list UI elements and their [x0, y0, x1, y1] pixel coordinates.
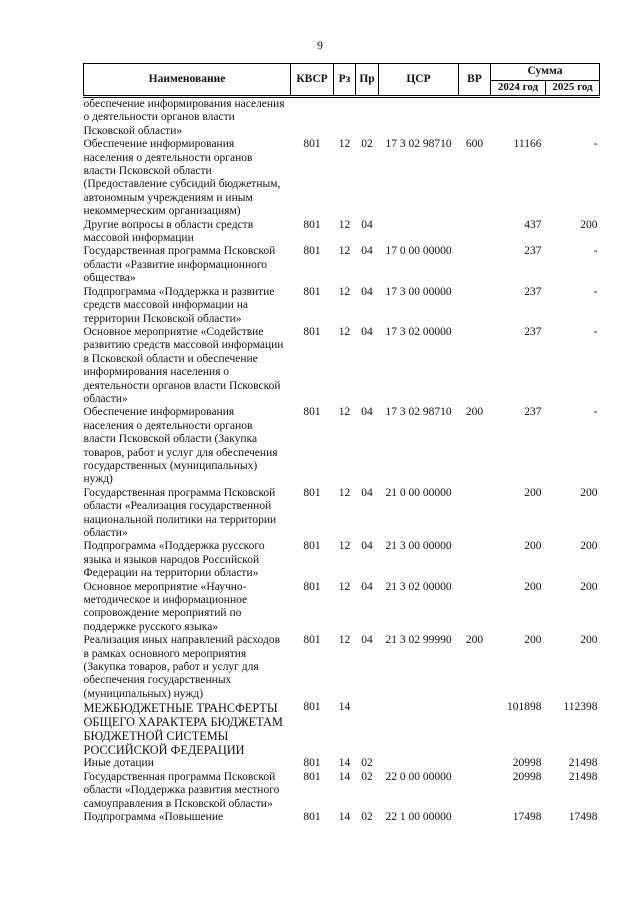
row-name-cell: Иные дотации — [83, 757, 154, 770]
row-kvsr-cell: 801 — [303, 770, 321, 783]
header-csr: ЦСР — [379, 64, 459, 97]
row-name-cell: Государственная программа Псковской области «Развитие информационного общества» — [83, 245, 276, 285]
row-vr-cell: 200 — [465, 634, 484, 647]
row-csr-cell: 21 3 02 99990 — [385, 634, 452, 647]
table-row — [84, 701, 600, 757]
row-pr-cell: 04 — [361, 634, 373, 647]
row-name-cell: Подпрограмма «Поддержка русского языка и языков народов Российской Федерации на территории области» — [83, 540, 265, 580]
table-row — [84, 245, 600, 285]
row-csr-cell: 17 3 02 00000 — [385, 325, 452, 338]
row-kvsr-cell: 801 — [303, 757, 321, 770]
row-pr-cell: 04 — [361, 540, 373, 553]
row-name-cell: МЕЖБЮДЖЕТНЫЕ ТРАНСФЕРТЫ ОБЩЕГО ХАРАКТЕРА БЮДЖЕТАМ БЮДЖЕТНОЙ СИСТЕМЫ РОССИЙСКОЙ ФЕДЕРАЦИИ — [83, 701, 283, 758]
row-kvsr-cell: 801 — [303, 634, 321, 647]
table-row — [84, 771, 600, 811]
row-kvsr-cell: 801 — [303, 245, 321, 258]
row-rz-cell: 12 — [338, 138, 351, 151]
row-sum-2024-cell: 200 — [524, 486, 542, 499]
table-row — [84, 581, 600, 635]
row-sum-2024-cell: 200 — [524, 540, 542, 553]
row-rz-cell: 14 — [338, 757, 351, 770]
row-pr-cell: 04 — [361, 406, 373, 419]
row-csr-cell: 21 3 00 00000 — [385, 540, 452, 553]
row-sum-2025-cell: 17498 — [568, 810, 598, 823]
table-row — [84, 811, 600, 824]
row-vr-cell — [459, 581, 491, 635]
row-vr-cell — [459, 219, 491, 246]
row-pr-cell: 04 — [361, 285, 373, 298]
table-row — [84, 406, 600, 486]
page-number: 9 — [317, 38, 323, 52]
row-sum-2024-cell: 200 — [524, 580, 542, 593]
row-pr-cell: 04 — [361, 580, 373, 593]
row-sum-2024-cell: 20998 — [512, 757, 542, 770]
row-pr-cell: 04 — [361, 218, 373, 231]
row-name-cell: Обеспечение информирования населения о деятельности органов власти Псковской области (Предоставление субсидий бюджетным, автономным учреждениям и иным некоммерческим организациям) — [83, 138, 281, 218]
row-sum-2024-cell: 237 — [524, 285, 542, 298]
row-pr-cell: 02 — [361, 810, 373, 823]
row-rz-cell: 14 — [338, 810, 351, 823]
row-sum-2025-cell: 21498 — [568, 757, 598, 770]
row-name-cell: Реализация иных направлений расходов в рамках основного мероприятия (Закупка товаров, работ и услуг для обеспечения государственных (муниципальных) нужд) — [83, 634, 281, 700]
row-sum-2025-cell: - — [593, 406, 598, 419]
row-rz-cell: 14 — [338, 701, 351, 714]
row-rz-cell: 12 — [338, 540, 351, 553]
row-kvsr-cell: 801 — [303, 138, 321, 151]
row-csr-cell — [379, 757, 459, 770]
row-rz-cell: 12 — [338, 325, 351, 338]
header-pr: Пр — [356, 64, 379, 97]
row-sum-2024-cell — [491, 97, 546, 139]
row-pr-cell: 02 — [361, 138, 373, 151]
row-csr-cell: 17 3 02 98710 — [385, 138, 452, 151]
row-name-cell: Основное мероприятие «Научно-методическое и информационное сопровождение мероприятий по поддержке русского языка» — [83, 580, 248, 633]
row-sum-2025-cell: - — [593, 325, 598, 338]
row-vr-cell — [459, 771, 491, 811]
header-year-2025: 2025 год — [546, 81, 600, 97]
row-vr-cell: 200 — [465, 406, 484, 419]
row-pr-cell — [356, 97, 379, 139]
row-rz-cell: 12 — [338, 406, 351, 419]
row-kvsr-cell: 801 — [303, 701, 321, 714]
table-row — [84, 634, 600, 701]
row-rz-cell: 12 — [338, 245, 351, 258]
row-kvsr-cell: 801 — [303, 580, 321, 593]
row-sum-2024-cell: 237 — [524, 245, 542, 258]
row-name-cell: Государственная программа Псковской области «Поддержка развития местного самоуправления в Псковской области» — [83, 770, 280, 810]
row-rz-cell: 12 — [338, 580, 351, 593]
row-kvsr-cell: 801 — [303, 810, 321, 823]
row-rz-cell — [334, 97, 356, 139]
table-row — [84, 138, 600, 218]
row-vr-cell — [459, 245, 491, 285]
table-row — [84, 757, 600, 770]
row-sum-2025-cell: 200 — [580, 540, 598, 553]
header-vr: ВР — [459, 64, 491, 97]
header-rz: Рз — [334, 64, 356, 97]
row-name-cell: Подпрограмма «Поддержка и развитие средств массовой информации на территории Псковской области» — [83, 285, 275, 325]
row-kvsr-cell — [291, 97, 334, 139]
table-row — [84, 487, 600, 541]
row-kvsr-cell: 801 — [303, 218, 321, 231]
row-kvsr-cell: 801 — [303, 540, 321, 553]
row-name-cell: обеспечение информирования населения о деятельности органов власти Псковской области» — [83, 98, 285, 137]
row-sum-2025-cell: - — [593, 138, 598, 151]
row-sum-2024-cell: 237 — [524, 325, 542, 338]
row-pr-cell: 04 — [361, 325, 373, 338]
row-name-cell: Государственная программа Псковской области «Реализация государственной национальной политики на территории области» — [83, 486, 277, 539]
row-vr-cell — [459, 97, 491, 139]
table-row — [84, 97, 600, 139]
row-vr-cell — [459, 811, 491, 824]
row-vr-cell — [459, 286, 491, 326]
row-kvsr-cell: 801 — [303, 325, 321, 338]
row-rz-cell: 14 — [338, 770, 351, 783]
table-row — [84, 286, 600, 326]
row-csr-cell — [379, 219, 459, 246]
table-row — [84, 540, 600, 580]
header-year-2024: 2024 год — [491, 81, 546, 97]
row-sum-2024-cell: 20998 — [512, 770, 542, 783]
row-name-cell: Основное мероприятие «Содействие развитию средств массовой информации в Псковской области и обеспечение информирования населения о деятельности органов власти Псковской области» — [83, 325, 284, 405]
row-vr-cell — [459, 701, 491, 757]
budget-table — [83, 63, 600, 824]
row-csr-cell: 17 0 00 00000 — [385, 245, 452, 258]
row-csr-cell: 22 1 00 00000 — [385, 810, 452, 823]
row-kvsr-cell: 801 — [303, 486, 321, 499]
row-name-cell: Обеспечение информирования населения о деятельности органов власти Псковской области (Закупка товаров, работ и услуг для обеспечения государственных (муниципальных) нужд) — [83, 406, 278, 486]
row-sum-2024-cell: 17498 — [512, 810, 542, 823]
header-kvsr: КВСР — [291, 64, 334, 97]
row-pr-cell: 02 — [361, 757, 373, 770]
row-vr-cell — [459, 757, 491, 770]
header-sum: Сумма — [491, 64, 600, 81]
row-pr-cell: 04 — [361, 245, 373, 258]
row-sum-2025-cell: 112398 — [563, 701, 598, 714]
row-sum-2025-cell: 200 — [580, 580, 598, 593]
row-vr-cell — [459, 487, 491, 541]
row-name-cell: Другие вопросы в области средств массовой информации — [83, 218, 254, 245]
row-sum-2024-cell: 200 — [524, 634, 542, 647]
row-name-cell: Подпрограмма «Повышение — [83, 810, 224, 823]
row-rz-cell: 12 — [338, 634, 351, 647]
row-sum-2025-cell — [546, 97, 600, 139]
row-pr-cell: 02 — [361, 770, 373, 783]
row-sum-2025-cell: 21498 — [568, 770, 598, 783]
row-sum-2025-cell: - — [593, 285, 598, 298]
header-name: Наименование — [84, 64, 291, 97]
row-csr-cell — [379, 701, 459, 757]
row-rz-cell: 12 — [338, 486, 351, 499]
row-csr-cell: 17 3 00 00000 — [385, 285, 452, 298]
row-csr-cell: 17 3 02 98710 — [385, 406, 452, 419]
row-sum-2024-cell: 437 — [524, 218, 542, 231]
row-csr-cell: 22 0 00 00000 — [385, 770, 452, 783]
row-kvsr-cell: 801 — [303, 406, 321, 419]
table-row — [84, 219, 600, 246]
row-vr-cell: 600 — [465, 138, 484, 151]
row-pr-cell — [356, 701, 379, 757]
row-sum-2025-cell: 200 — [580, 486, 598, 499]
row-sum-2025-cell: - — [593, 245, 598, 258]
row-rz-cell: 12 — [338, 218, 351, 231]
row-vr-cell — [459, 326, 491, 406]
table-row — [84, 326, 600, 406]
row-sum-2024-cell: 237 — [524, 406, 542, 419]
row-rz-cell: 12 — [338, 285, 351, 298]
row-sum-2024-cell: 101898 — [507, 701, 542, 714]
row-sum-2024-cell: 11166 — [513, 138, 542, 151]
row-kvsr-cell: 801 — [303, 285, 321, 298]
row-vr-cell — [459, 540, 491, 580]
row-pr-cell: 04 — [361, 486, 373, 499]
row-csr-cell: 21 0 00 00000 — [385, 486, 452, 499]
row-csr-cell — [379, 97, 459, 139]
row-sum-2025-cell: 200 — [580, 218, 598, 231]
row-csr-cell: 21 3 02 00000 — [385, 580, 452, 593]
row-sum-2025-cell: 200 — [580, 634, 598, 647]
